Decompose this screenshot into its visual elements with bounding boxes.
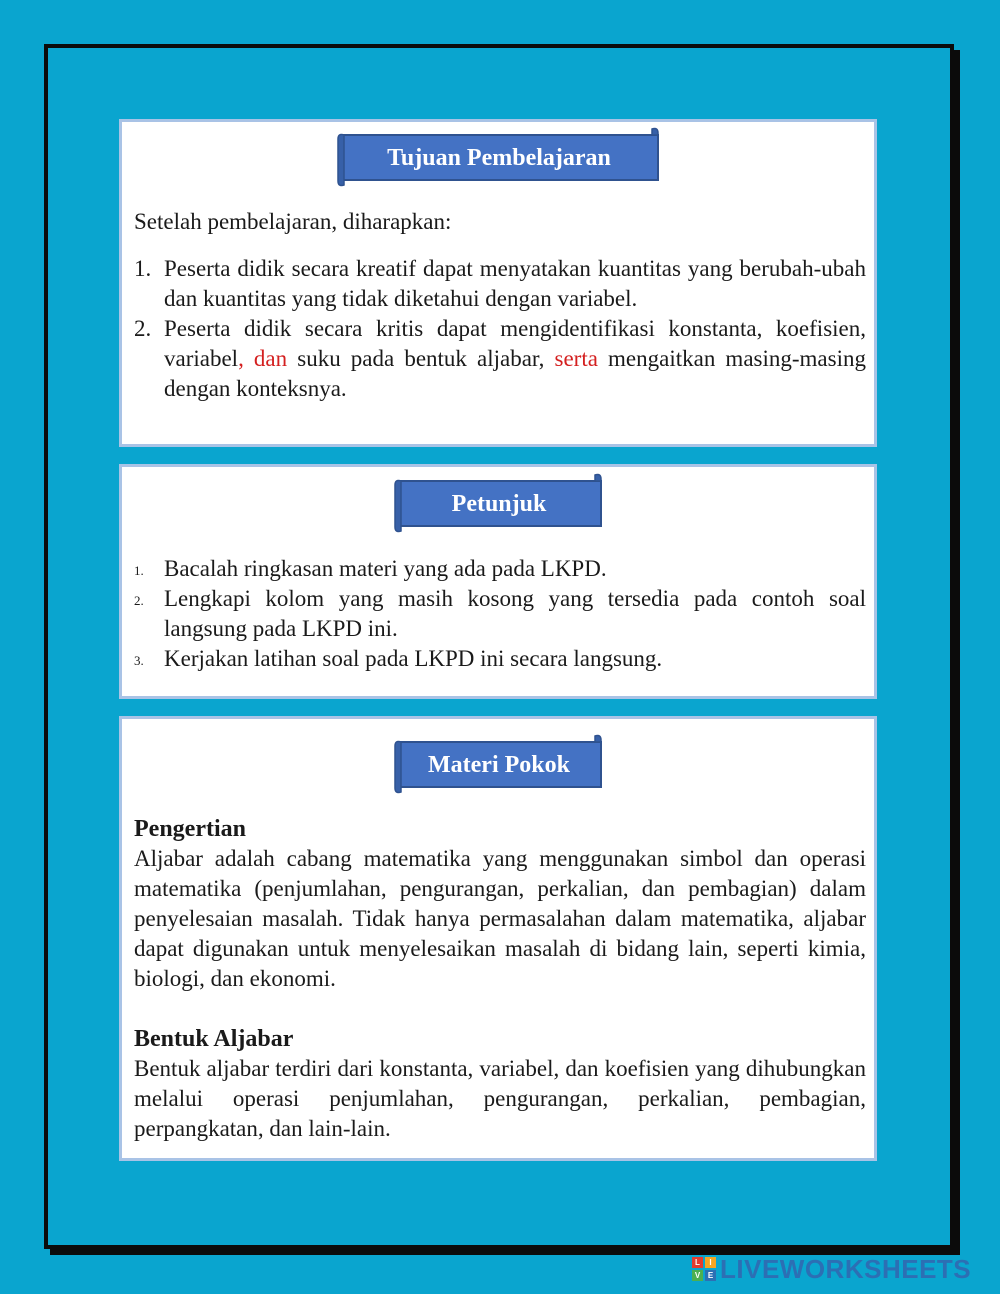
list-item: [134, 254, 866, 314]
tujuan-intro: Setelah pembelajaran, diharapkan:: [134, 209, 452, 234]
petunjuk-banner: [393, 473, 605, 535]
item-text: Lengkapi kolom yang masih kosong yang tersedia pada contoh soal langsung pada LKPD ini.: [164, 586, 866, 641]
liveworksheets-logo[interactable]: [692, 1254, 971, 1284]
item-number: 3.: [134, 653, 144, 668]
item-text: suku pada bentuk aljabar,: [287, 346, 555, 371]
list-item: [134, 584, 866, 644]
petunjuk-list: [134, 554, 866, 674]
bentuk-section: [134, 1024, 866, 1144]
item-number: 1.: [134, 563, 144, 578]
highlight-text: serta: [554, 346, 598, 371]
item-number: 2.: [134, 593, 144, 608]
tujuan-list: [134, 254, 866, 404]
item-number: 1.: [134, 256, 152, 281]
logo-letter: V: [692, 1270, 703, 1281]
bentuk-text: Bentuk aljabar terdiri dari konstanta, variabel, dan koefisien yang dihubungkan melalui operasi penjumlahan, pengurangan, perkalian, pembagian, perpangkatan, dan lain-lain.: [134, 1056, 866, 1141]
item-number: 2.: [134, 316, 152, 341]
list-item: [134, 554, 866, 584]
pengertian-section: [134, 814, 866, 994]
item-text: Bacalah ringkasan materi yang ada pada LKPD.: [164, 556, 607, 581]
item-text: Kerjakan latihan soal pada LKPD ini secara langsung.: [164, 646, 663, 671]
tujuan-title: Tujuan Pembelajaran: [387, 144, 611, 171]
brand-text: LIVEWORKSHEETS: [720, 1253, 972, 1284]
logo-letter: E: [705, 1270, 716, 1281]
highlight-text: , dan: [238, 346, 288, 371]
logo-letter: L: [692, 1257, 703, 1268]
logo-letter: I: [705, 1257, 716, 1268]
pengertian-text: Aljabar adalah cabang matematika yang menggunakan simbol dan operasi matematika (penjumlahan, pengurangan, perkalian, dan pembagian) dalam penyelesaian masalah. Tidak hanya permasalahan dalam matematika, aljabar dapat digunakan untuk menyelesaikan masalah di bidang lain, seperti kimia, biologi, dan ekonomi.: [134, 846, 866, 991]
logo-icon: [692, 1257, 716, 1281]
item-text: mengaitkan masing-masing dengan konteksnya.: [164, 346, 866, 401]
item-text: Peserta didik secara kreatif dapat menyatakan kuantitas yang berubah-ubah dan kuantitas yang tidak diketahui dengan variabel.: [164, 256, 866, 311]
tujuan-banner: [336, 127, 662, 189]
pengertian-heading: Pengertian: [134, 816, 246, 842]
item-text: Peserta didik secara kritis dapat mengidentifikasi konstanta, koefisien, variabel: [164, 316, 866, 371]
materi-title: Materi Pokok: [428, 751, 570, 778]
list-item: [134, 314, 866, 404]
materi-banner: [393, 734, 605, 796]
list-item: [134, 644, 866, 674]
bentuk-heading: Bentuk Aljabar: [134, 1026, 294, 1052]
petunjuk-title: Petunjuk: [451, 490, 547, 517]
